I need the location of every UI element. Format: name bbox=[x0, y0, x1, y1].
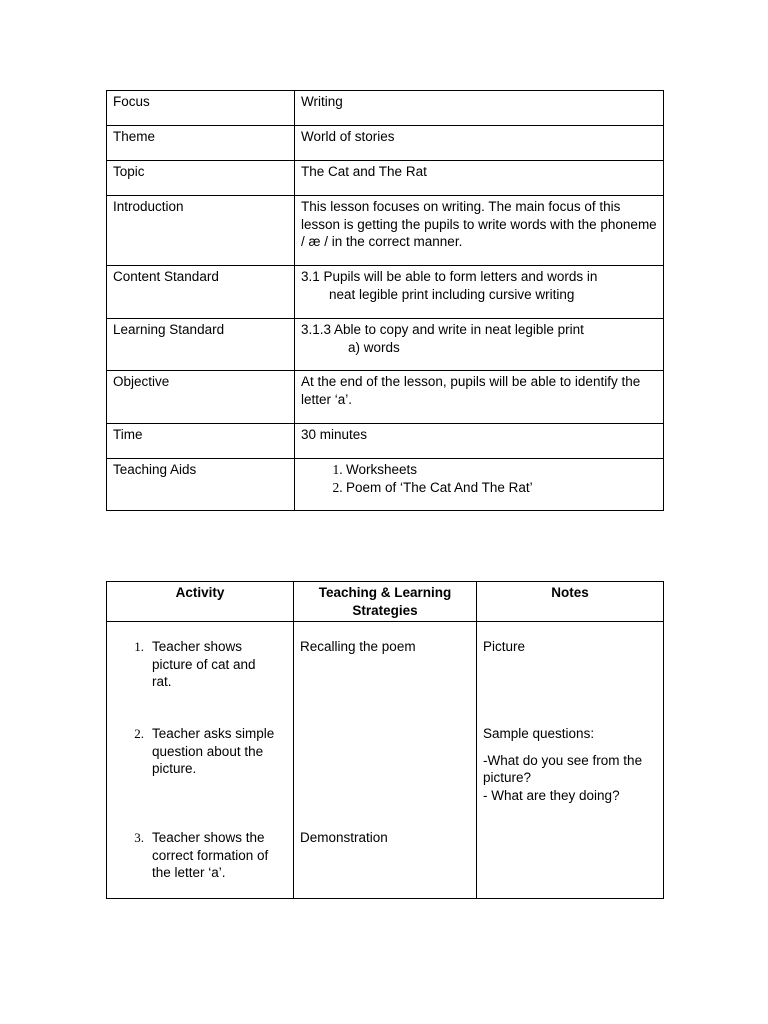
info-row-teaching-aids bbox=[107, 459, 664, 511]
row-label: Theme bbox=[107, 126, 295, 161]
row-label: Objective bbox=[107, 371, 295, 424]
info-row-content-standard bbox=[107, 266, 664, 319]
row-label: Focus bbox=[107, 91, 295, 126]
standard-line: 3.1.3 Able to copy and write in neat legible print bbox=[301, 322, 584, 337]
list-item: 2. Poem of ‘The Cat And The Rat’ bbox=[346, 479, 657, 497]
row-label: Teaching Aids bbox=[107, 459, 295, 511]
activity-body-row bbox=[107, 622, 664, 899]
standard-line: a) words bbox=[348, 339, 400, 355]
lesson-info-table bbox=[106, 90, 664, 511]
info-row-introduction bbox=[107, 196, 664, 266]
activity-item bbox=[107, 638, 293, 725]
info-row-time bbox=[107, 424, 664, 459]
standard-line: 3.1 Pupils will be able to form letters and words in bbox=[301, 269, 598, 284]
row-label: Time bbox=[107, 424, 295, 459]
note-question: - What are they doing? bbox=[483, 787, 620, 803]
row-value bbox=[295, 266, 664, 319]
strategy-text: Demonstration bbox=[300, 830, 388, 845]
strategies-cell bbox=[294, 622, 477, 899]
row-value: Writing bbox=[295, 91, 664, 126]
notes-cell bbox=[477, 622, 664, 899]
column-header-notes: Notes bbox=[477, 582, 664, 622]
row-value bbox=[295, 319, 664, 371]
strategy-text: Recalling the poem bbox=[300, 639, 416, 654]
row-value: At the end of the lesson, pupils will be able to identify the letter ‘a’. bbox=[295, 371, 664, 424]
row-value: 30 minutes bbox=[295, 424, 664, 459]
activity-item bbox=[107, 725, 293, 829]
column-header-strategies: Teaching & Learning Strategies bbox=[294, 582, 477, 622]
note-title: Sample questions: bbox=[483, 726, 595, 741]
item-number: 1. bbox=[134, 639, 144, 654]
row-label: Introduction bbox=[107, 196, 295, 266]
row-label: Learning Standard bbox=[107, 319, 295, 371]
item-text: Teacher shows picture of cat and rat. bbox=[152, 639, 256, 689]
info-row-topic bbox=[107, 161, 664, 196]
item-text: Teacher shows the correct formation of the letter ‘a’. bbox=[152, 830, 269, 880]
activity-header-row bbox=[107, 582, 664, 622]
column-header-activity: Activity bbox=[107, 582, 294, 622]
item-number: 3. bbox=[134, 830, 144, 845]
teaching-aids-list bbox=[301, 461, 657, 496]
activity-cell bbox=[107, 622, 294, 899]
row-value: This lesson focuses on writing. The main focus of this lesson is getting the pupils to write words with the phoneme / æ / in the correct manner. bbox=[295, 196, 664, 266]
standard-line: neat legible print including cursive writing bbox=[329, 286, 575, 302]
info-row-theme bbox=[107, 126, 664, 161]
info-row-objective bbox=[107, 371, 664, 424]
row-label: Content Standard bbox=[107, 266, 295, 319]
row-label: Topic bbox=[107, 161, 295, 196]
row-value: The Cat and The Rat bbox=[295, 161, 664, 196]
row-value bbox=[295, 459, 664, 511]
list-item: 1. Worksheets bbox=[346, 461, 657, 479]
row-value: World of stories bbox=[295, 126, 664, 161]
item-number: 2. bbox=[134, 726, 144, 741]
activity-item bbox=[107, 829, 293, 882]
item-text: Teacher asks simple question about the picture. bbox=[152, 726, 275, 776]
note-question: -What do you see from the picture? bbox=[483, 752, 643, 785]
info-row-learning-standard bbox=[107, 319, 664, 371]
note-text: Picture bbox=[483, 639, 526, 654]
activity-table bbox=[106, 581, 664, 899]
info-row-focus bbox=[107, 91, 664, 126]
